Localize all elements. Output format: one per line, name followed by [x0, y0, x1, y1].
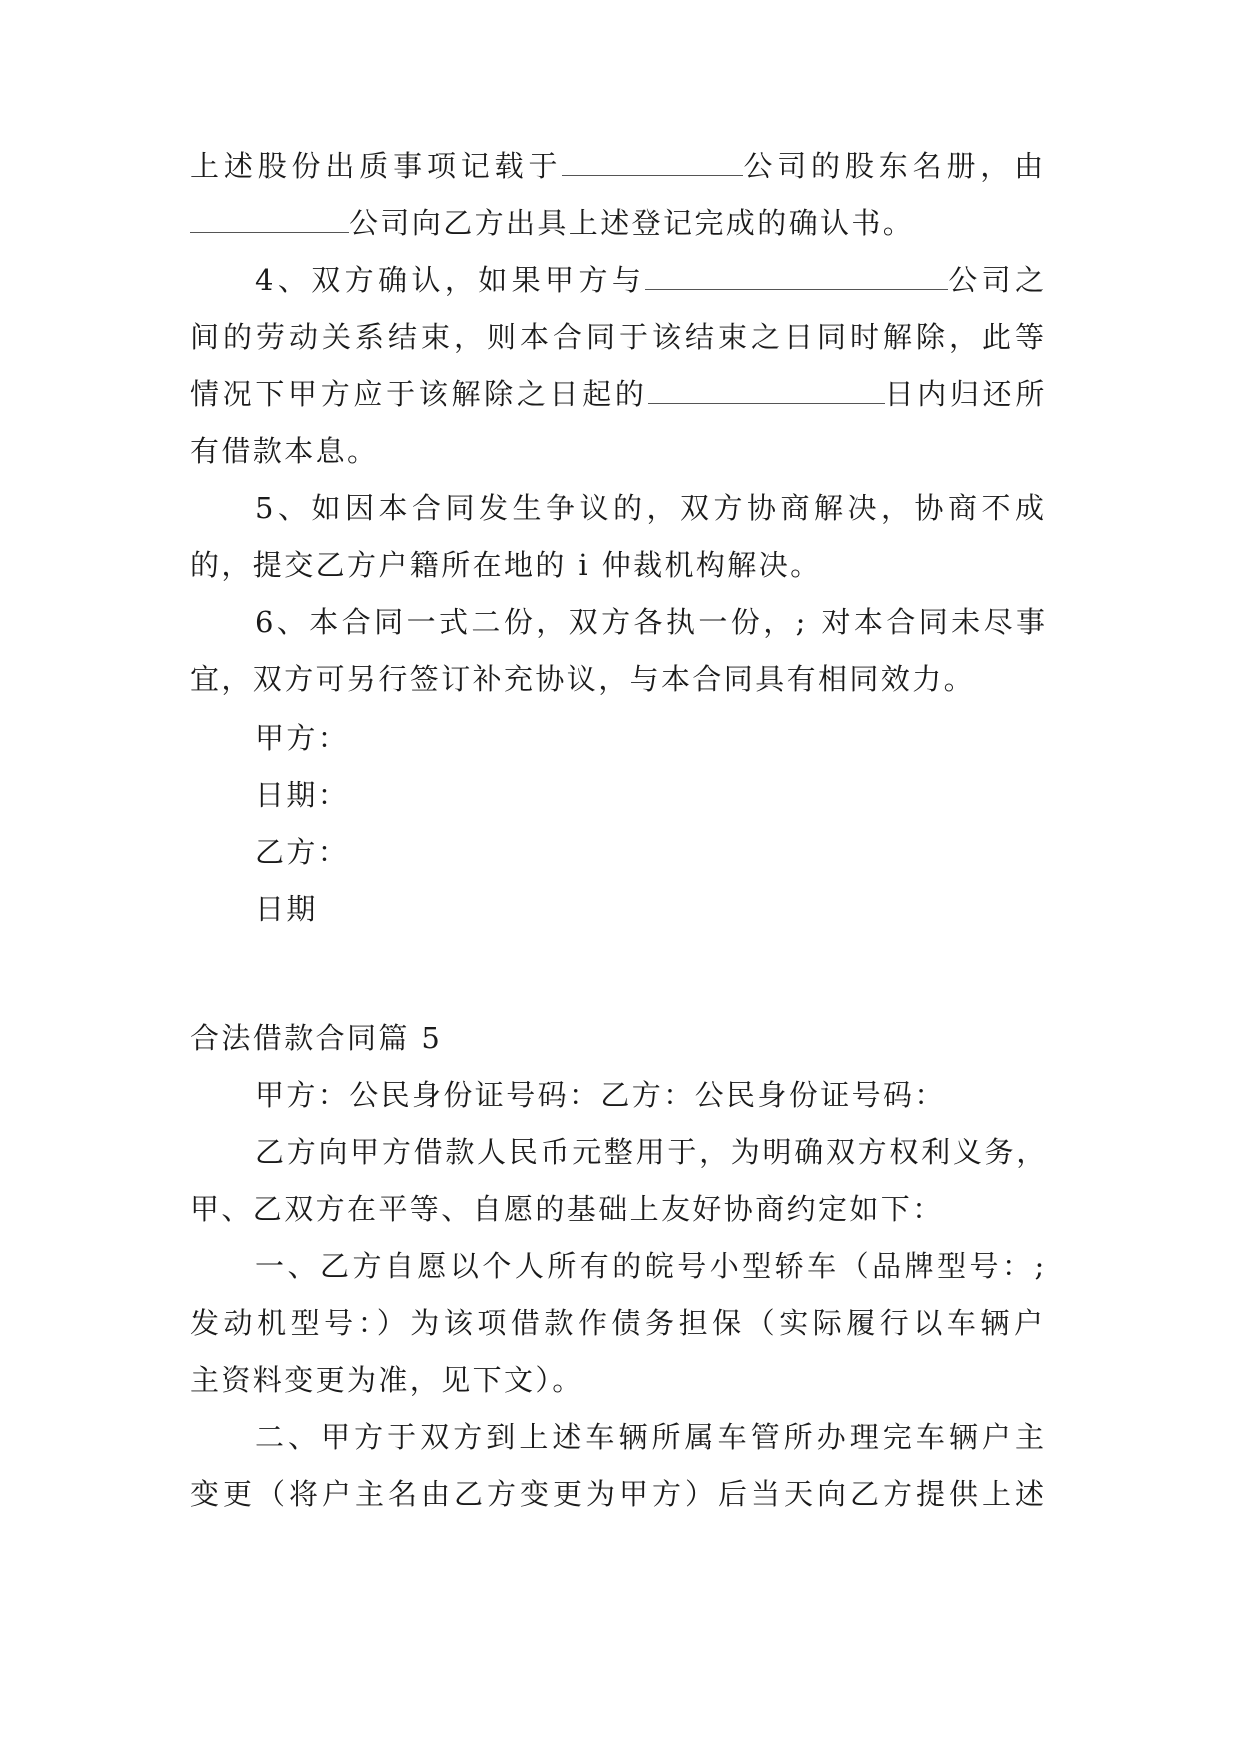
text-line: 宜，双方可另行签订补充协议，与本合同具有相同效力。	[190, 662, 976, 696]
text-line: 间的劳动关系结束，则本合同于该结束之日同时解除，此等	[190, 320, 1049, 354]
text-line: 6、本合同一式二份，双方各执一份，; 对本合同未尽事	[255, 605, 1049, 639]
text-line: 有借款本息。	[190, 434, 379, 468]
text-line	[190, 374, 1048, 414]
text-line: 5、如因本合同发生争议的，双方协商解决，协商不成	[255, 491, 1049, 525]
fill-in-blank[interactable]	[562, 151, 743, 176]
text-line	[190, 203, 914, 243]
fill-in-blank[interactable]	[648, 379, 885, 404]
text-segment: 公司的股东名册，由	[743, 149, 1049, 183]
text-line: 甲、乙双方在平等、自愿的基础上友好协商约定如下：	[190, 1192, 944, 1226]
signature-label-party-a: 甲方：	[255, 721, 350, 755]
text-line	[190, 146, 1048, 186]
fill-in-blank[interactable]	[645, 265, 948, 290]
signature-label-party-b: 乙方：	[255, 835, 350, 869]
text-line	[255, 260, 1048, 300]
text-line: 一、乙方自愿以个人所有的皖号小型轿车（品牌型号：;	[255, 1249, 1048, 1283]
text-line: 二、甲方于双方到上述车辆所属车管所办理完车辆户主	[255, 1420, 1049, 1454]
signature-label-date: 日期：	[255, 778, 350, 812]
text-segment: 4、双方确认，如果甲方与	[255, 263, 646, 297]
text-line: 甲方：公民身份证号码：乙方：公民身份证号码：	[255, 1078, 946, 1112]
fill-in-blank[interactable]	[190, 208, 349, 233]
text-line: 乙方向甲方借款人民币元整用于，为明确双方权利义务，	[255, 1135, 1049, 1169]
text-line: 主资料变更为准，见下文）。	[190, 1363, 584, 1397]
signature-label-date: 日期	[255, 892, 318, 926]
text-segment: 公司之	[948, 263, 1049, 297]
text-segment: 日内归还所	[884, 377, 1049, 411]
text-segment: 情况下甲方应于该解除之日起的	[190, 377, 648, 411]
section-heading: 合法借款合同篇 5	[190, 1021, 443, 1055]
text-line: 的，提交乙方户籍所在地的 i 仲裁机构解决。	[190, 548, 822, 582]
text-line: 发动机型号：）为该项借款作债务担保（实际履行以车辆户	[190, 1306, 1048, 1340]
text-line: 变更（将户主名由乙方变更为甲方）后当天向乙方提供上述	[190, 1477, 1049, 1511]
text-segment: 上述股份出质事项记载于	[190, 149, 563, 183]
text-segment: 公司向乙方出具上述登记完成的确认书。	[349, 206, 915, 240]
